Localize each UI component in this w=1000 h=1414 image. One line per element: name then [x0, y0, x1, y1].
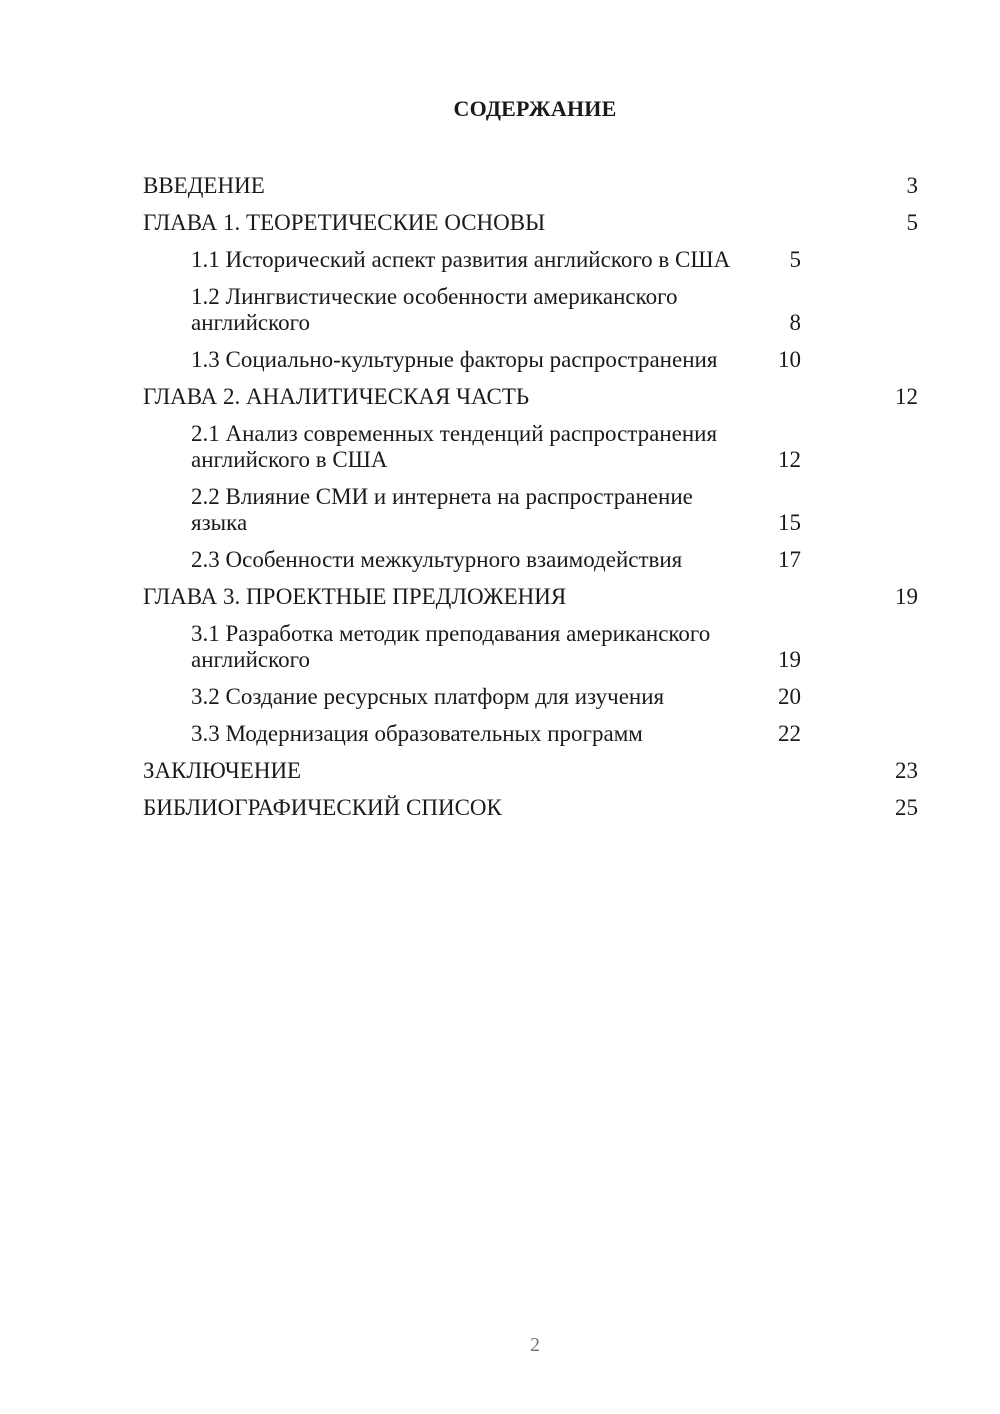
- toc-entry-text: 2.2 Влияние СМИ и интернета на распространение языка: [191, 484, 693, 535]
- toc-entry-page: 19: [895, 584, 918, 609]
- toc-subentry: [143, 344, 918, 381]
- toc-entry-text: БИБЛИОГРАФИЧЕСКИЙ СПИСОК: [143, 795, 502, 820]
- toc-entry-page: 22: [778, 721, 801, 746]
- toc-entry-text: 3.1 Разработка методик преподавания американского английского: [191, 621, 711, 672]
- toc-entry-text: ГЛАВА 2. АНАЛИТИЧЕСКАЯ ЧАСТЬ: [143, 384, 530, 409]
- toc-subentry: [143, 544, 918, 581]
- toc-entry-text: ГЛАВА 1. ТЕОРЕТИЧЕСКИЕ ОСНОВЫ: [143, 210, 546, 235]
- toc-entry-page: 12: [895, 384, 918, 409]
- toc-entry-page: 5: [906, 210, 918, 235]
- toc-entry-page: 8: [789, 310, 801, 335]
- toc-entry-page: 25: [895, 795, 918, 820]
- toc-entry-text: 2.3 Особенности межкультурного взаимодействия: [191, 547, 683, 572]
- toc-entry-page: 15: [778, 510, 801, 535]
- toc-subentry: [143, 281, 918, 344]
- toc-entry-text: 3.2 Создание ресурсных платформ для изучения: [191, 684, 665, 709]
- toc-entry: [143, 581, 918, 618]
- toc-subentry: [143, 618, 918, 681]
- toc-entry-text: 1.2 Лингвистические особенности американского английского: [191, 284, 678, 335]
- toc-entry-page: 3: [906, 173, 918, 198]
- toc-subentry: [143, 681, 918, 718]
- page-number: 2: [530, 1334, 540, 1356]
- toc-entry-text: ВВЕДЕНИЕ: [143, 173, 265, 198]
- toc-entry: [143, 755, 918, 792]
- toc-subentry: [143, 244, 918, 281]
- toc-entry-text: 2.1 Анализ современных тенденций распространения английского в США: [191, 421, 718, 472]
- toc-entry-page: 5: [789, 247, 801, 272]
- toc-entry-page: 17: [778, 547, 801, 572]
- toc-entry-page: 12: [778, 447, 801, 472]
- page-title: СОДЕРЖАНИЕ: [453, 96, 617, 121]
- toc-subentry: [143, 418, 918, 481]
- toc-subentry: [143, 718, 918, 755]
- toc-entry-text: ЗАКЛЮЧЕНИЕ: [143, 758, 302, 783]
- toc-entry-page: 20: [778, 684, 801, 709]
- table-of-contents: [143, 170, 918, 829]
- toc-entry-page: 19: [778, 647, 801, 672]
- toc-entry: [143, 170, 918, 207]
- toc-entry-text: 1.3 Социально-культурные факторы распространения: [191, 347, 718, 372]
- toc-entry: [143, 792, 918, 829]
- toc-entry-page: 10: [778, 347, 801, 372]
- toc-entry-text: 3.3 Модернизация образовательных программ: [191, 721, 643, 746]
- toc-entry: [143, 207, 918, 244]
- toc-entry-text: 1.1 Исторический аспект развития английского в США: [191, 247, 731, 272]
- toc-entry-page: 23: [895, 758, 918, 783]
- toc-entry-text: ГЛАВА 3. ПРОЕКТНЫЕ ПРЕДЛОЖЕНИЯ: [143, 584, 567, 609]
- toc-subentry: [143, 481, 918, 544]
- toc-entry: [143, 381, 918, 418]
